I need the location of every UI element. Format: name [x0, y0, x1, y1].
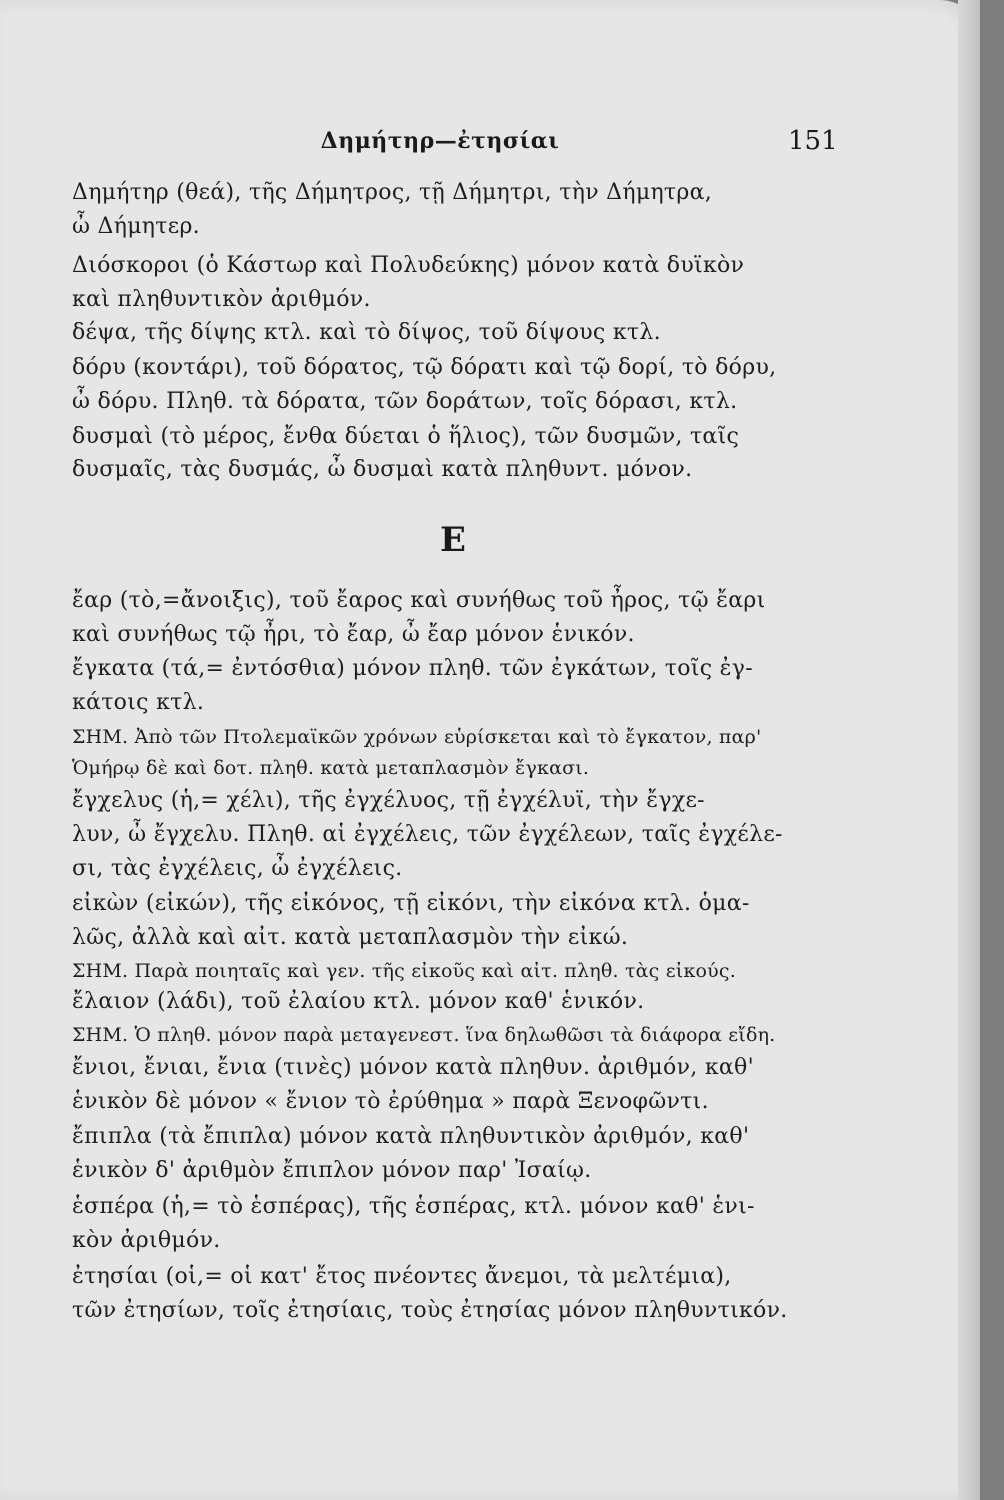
text-line: ὦ Δήμητερ.	[72, 214, 200, 239]
page-number: 151	[788, 126, 838, 156]
text-line: ἔαρ (τὸ,=ἄνοιξις), τοῦ ἔαρος καὶ συνήθως τοῦ ἦρος, τῷ ἔαρι	[72, 588, 766, 613]
running-head: Δημήτηρ—ἐτησίαι	[320, 128, 560, 154]
text-line: ἔνιοι, ἔνιαι, ἔνια (τινὲς) μόνον κατὰ πληθυν. ἀριθμόν, καθ'	[72, 1055, 754, 1080]
note-line: ΣΗΜ. Παρὰ ποιηταῖς καὶ γεν. τῆς εἰκοῦς καὶ αἰτ. πληθ. τὰς εἰκούς.	[72, 960, 737, 982]
text-line: σι, τὰς ἐγχέλεις, ὦ ἐγχέλεις.	[72, 856, 403, 881]
text-line: ἔγκατα (τά,= ἐντόσθια) μόνον πληθ. τῶν ἐγκάτων, τοῖς ἐγ-	[72, 656, 753, 681]
text-line: ἑνικὸν δ' ἀριθμὸν ἔπιπλον μόνον παρ' Ἰσαίῳ.	[72, 1158, 592, 1183]
text-line: ἔπιπλα (τὰ ἔπιπλα) μόνον κατὰ πληθυντικὸν ἀριθμόν, καθ'	[72, 1124, 750, 1149]
text-line: ἔλαιον (λάδι), τοῦ ἐλαίου κτλ. μόνον καθ' ἑνικόν.	[72, 989, 645, 1014]
text-line: Διόσκοροι (ὁ Κάστωρ καὶ Πολυδεύκης) μόνον κατὰ δυϊκὸν	[72, 253, 745, 278]
section-letter: Ε	[440, 520, 466, 560]
text-line: κάτοις κτλ.	[72, 690, 205, 715]
page-edge	[958, 0, 980, 1500]
text-line: Δημήτηρ (θεά), τῆς Δήμητρος, τῇ Δήμητρι, τὴν Δήμητρα,	[72, 180, 713, 205]
text-line: δόρυ (κοντάρι), τοῦ δόρατος, τῷ δόρατι καὶ τῷ δορί, τὸ δόρυ,	[72, 355, 777, 380]
text-line: ἑνικὸν δὲ μόνον « ἔνιον τὸ ἐρύθημα » παρὰ Ξενοφῶντι.	[72, 1089, 709, 1114]
text-line: δέψα, τῆς δίψης κτλ. καὶ τὸ δίψος, τοῦ δίψους κτλ.	[72, 320, 661, 345]
text-line: κὸν ἀριθμόν.	[72, 1228, 221, 1253]
text-line: λῶς, ἀλλὰ καὶ αἰτ. κατὰ μεταπλασμὸν τὴν εἰκώ.	[72, 925, 629, 950]
text-line: ἔγχελυς (ἡ,= χέλι), τῆς ἐγχέλυος, τῇ ἐγχέλυϊ, τὴν ἔγχε-	[72, 788, 705, 813]
text-line: ἐτησίαι (οἱ,= οἱ κατ' ἔτος πνέοντες ἄνεμοι, τὰ μελτέμια),	[72, 1264, 732, 1289]
text-line: τῶν ἐτησίων, τοῖς ἐτησίαις, τοὺς ἐτησίας μόνον πληθυντικόν.	[72, 1298, 788, 1323]
note-line: Ὁμήρῳ δὲ καὶ δοτ. πληθ. κατὰ μεταπλασμὸν ἔγκασι.	[72, 757, 590, 779]
text-line: καὶ συνήθως τῷ ἦρι, τὸ ἔαρ, ὦ ἔαρ μόνον ἑνικόν.	[72, 622, 635, 647]
text-line: καὶ πληθυντικὸν ἀριθμόν.	[72, 287, 371, 312]
text-line: δυσμαῖς, τὰς δυσμάς, ὦ δυσμαὶ κατὰ πληθυντ. μόνον.	[72, 457, 693, 482]
note-line: ΣΗΜ. Ἀπὸ τῶν Πτολεμαϊκῶν χρόνων εὑρίσκεται καὶ τὸ ἔγκατον, παρ'	[72, 726, 762, 748]
text-line: εἰκὼν (εἰκών), τῆς εἰκόνος, τῇ εἰκόνι, τὴν εἰκόνα κτλ. ὁμα-	[72, 891, 750, 916]
note-line: ΣΗΜ. Ὁ πληθ. μόνον παρὰ μεταγενεστ. ἵνα δηλωθῶσι τὰ διάφορα εἴδη.	[72, 1024, 776, 1046]
text-line: ὦ δόρυ. Πληθ. τὰ δόρατα, τῶν δοράτων, τοῖς δόρασι, κτλ.	[72, 389, 738, 414]
text-line: δυσμαὶ (τὸ μέρος, ἔνθα δύεται ὁ ἥλιος), τῶν δυσμῶν, ταῖς	[72, 424, 740, 449]
text-line: ἑσπέρα (ἡ,= τὸ ἑσπέρας), τῆς ἑσπέρας, κτλ. μόνον καθ' ἑνι-	[72, 1194, 755, 1219]
text-line: λυν, ὦ ἔγχελυ. Πληθ. αἱ ἐγχέλεις, τῶν ἐγχέλεων, ταῖς ἐγχέλε-	[72, 822, 783, 847]
